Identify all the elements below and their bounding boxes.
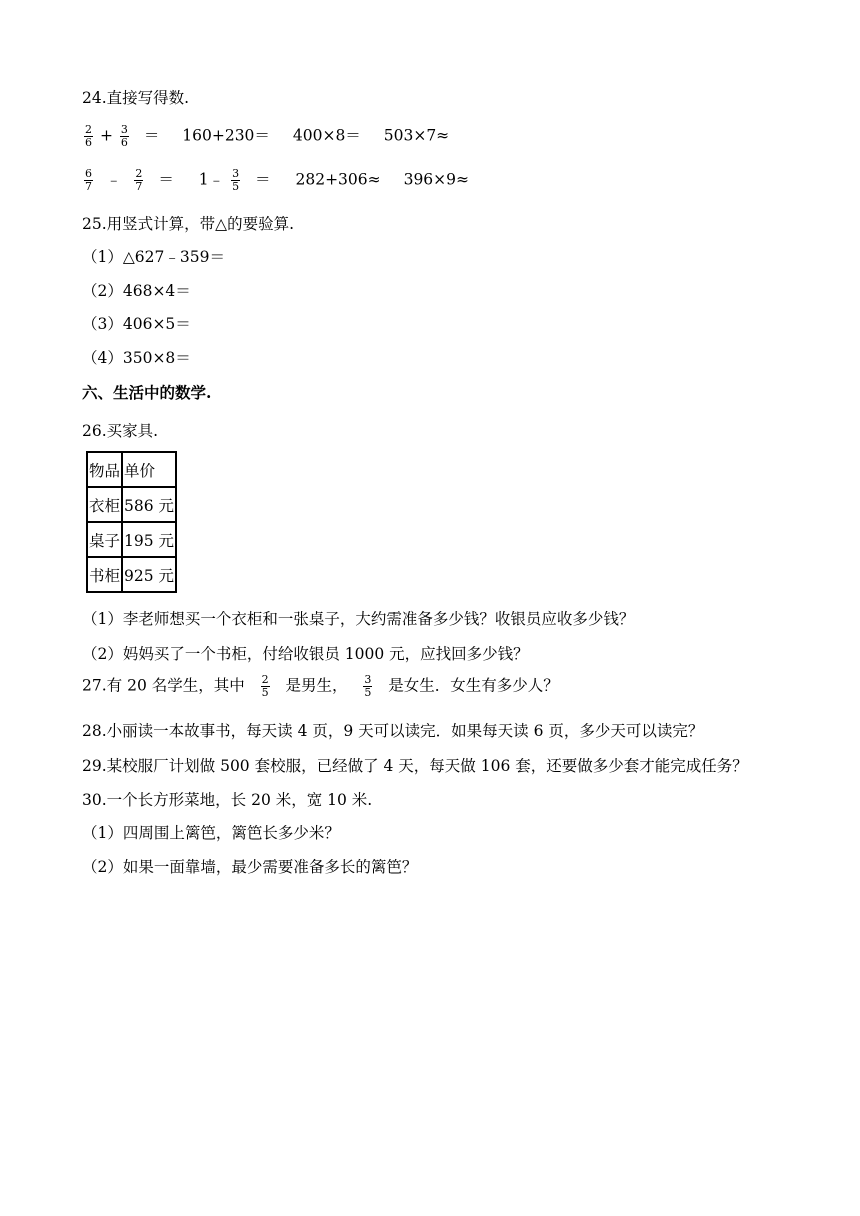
table-header-row (87, 452, 176, 487)
q27-middle: 是男生， (285, 676, 348, 695)
fraction: $\frac{6}{7}$ (85, 167, 92, 193)
table-cell: 586 元 (122, 487, 176, 522)
q26-item: （1）李老师想买一个衣柜和一张桌子，大约需准备多少钱？收银员应收多少钱？ (82, 610, 635, 628)
equals: ＝ (143, 126, 160, 145)
fraction: $\frac{2}{5}$ (261, 673, 269, 699)
q25-item: （3）406×5＝ (82, 315, 191, 333)
fraction: $\frac{3}{5}$ (232, 167, 240, 193)
table-row (87, 487, 176, 522)
table-row (87, 557, 176, 592)
q25-item: （1）△627﹣359＝ (82, 248, 225, 266)
section-heading: 六、生活中的数学. (82, 383, 212, 402)
q24-row1 (82, 124, 449, 158)
q25-title: 25.用竖式计算，带△的要验算. (82, 215, 294, 233)
q27-prefix: 27.有 20 名学生，其中 (82, 676, 245, 695)
expression: 396×9≈ (403, 170, 469, 189)
q30-item: （1）四周围上篱笆，篱笆长多少米？ (82, 824, 340, 842)
q28: 28.小丽读一本故事书，每天读 4 页，9 天可以读完．如果每天读 6 页，多少天可以读完？ (82, 722, 704, 740)
table-cell: 925 元 (122, 557, 176, 592)
table-cell: 书柜 (87, 557, 122, 592)
expression: 160+230＝ (182, 126, 270, 145)
q24-title: 24.直接写得数. (82, 89, 190, 107)
expression: 400×8＝ (292, 126, 361, 145)
table-cell: 195 元 (122, 522, 176, 557)
table-row (87, 522, 176, 557)
fraction: $\frac{3}{5}$ (364, 673, 372, 699)
q26-item: （2）妈妈买了一个书柜，付给收银员 1000 元，应找回多少钱？ (82, 645, 529, 663)
expression: 1﹣ (198, 170, 225, 189)
q25-item: （4）350×8＝ (82, 349, 191, 367)
fraction: $\frac{2}{6}$ (85, 123, 92, 149)
equals: ＝ (158, 170, 174, 189)
table-header-cell: 物品 (87, 452, 122, 487)
fraction: $\frac{3}{6}$ (120, 123, 128, 149)
q25-item: （2）468×4＝ (82, 282, 191, 300)
fraction: $\frac{2}{7}$ (135, 167, 143, 193)
q30-item: （2）如果一面靠墙，最少需要准备多长的篱笆？ (82, 858, 418, 876)
expression: 282+306≈ (295, 170, 381, 189)
q26-title: 26.买家具. (82, 422, 159, 440)
q30-title: 30.一个长方形菜地，长 20 米，宽 10 米. (82, 791, 373, 809)
operator: ﹣ (105, 170, 122, 189)
table-cell: 衣柜 (87, 487, 122, 522)
operator: + (99, 126, 113, 145)
expression: 503×7≈ (383, 126, 450, 145)
q27 (82, 674, 559, 708)
q29: 29.某校服厂计划做 500 套校服，已经做了 4 天，每天做 106 套，还要做多少套才能完成任务？ (82, 757, 748, 775)
q24-row2 (82, 168, 469, 202)
equals: ＝ (255, 170, 271, 189)
table-cell: 桌子 (87, 522, 122, 557)
table-header-cell: 单价 (122, 452, 176, 487)
q27-suffix: 是女生．女生有多少人？ (388, 676, 559, 695)
price-table (86, 451, 177, 593)
